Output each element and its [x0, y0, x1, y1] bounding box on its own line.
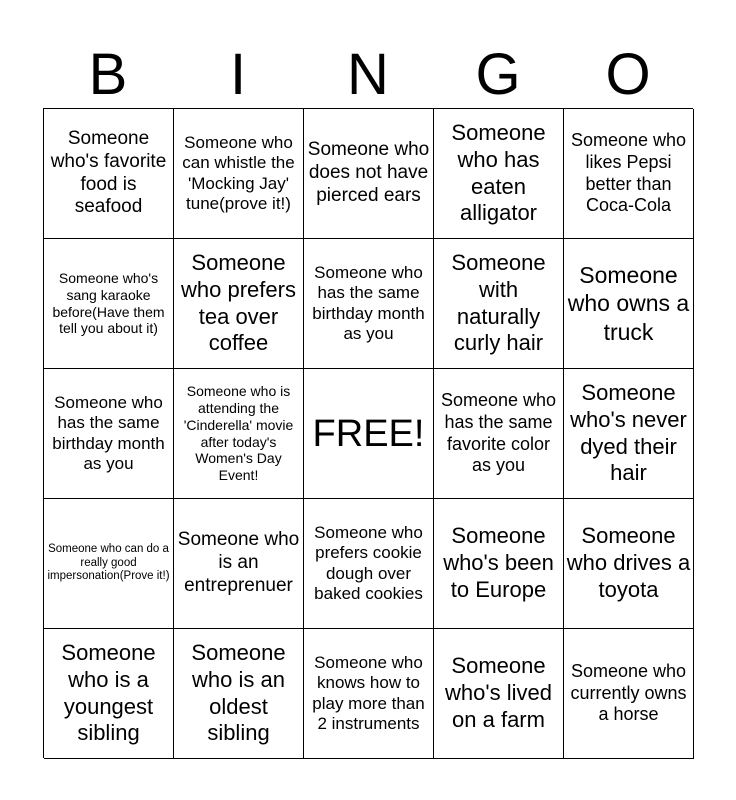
free-cell[interactable]	[304, 369, 434, 499]
bingo-cell[interactable]	[434, 499, 564, 629]
bingo-cell[interactable]	[564, 239, 694, 369]
bingo-cell[interactable]	[174, 629, 304, 759]
cell-text: Someone who has the same favorite color as you	[440, 390, 557, 476]
header-letter-o: O	[605, 42, 651, 107]
bingo-cell[interactable]	[434, 239, 564, 369]
free-label: FREE!	[312, 412, 425, 455]
bingo-cell[interactable]	[174, 369, 304, 499]
bingo-cell[interactable]	[44, 239, 174, 369]
bingo-cell[interactable]	[44, 629, 174, 759]
bingo-cell[interactable]	[304, 629, 434, 759]
bingo-cell[interactable]	[434, 109, 564, 239]
cell-text: Someone with naturally curly hair	[451, 249, 546, 356]
cell-text: Someone who's lived on a farm	[445, 653, 552, 732]
cell-text: Someone who can whistle the 'Mocking Jay' tune(prove it!)	[182, 132, 295, 213]
bingo-cell[interactable]	[304, 499, 434, 629]
bingo-cell[interactable]	[564, 499, 694, 629]
cell-text: Someone who has eaten alligator	[451, 119, 546, 226]
cell-text: Someone who is a youngest sibling	[61, 639, 156, 746]
bingo-cell[interactable]	[44, 499, 174, 629]
cell-text: Someone who does not have pierced ears	[307, 139, 430, 206]
bingo-cell[interactable]	[174, 109, 304, 239]
cell-text: Someone who owns a truck	[567, 262, 690, 345]
bingo-cell[interactable]	[564, 109, 694, 239]
bingo-cell[interactable]	[304, 239, 434, 369]
bingo-cell[interactable]	[564, 369, 694, 499]
bingo-cell[interactable]	[44, 109, 174, 239]
cell-text: Someone who knows how to play more than 2 instruments	[312, 652, 425, 733]
cell-text: Someone who prefers tea over coffee	[181, 249, 296, 356]
bingo-cell[interactable]	[434, 369, 564, 499]
cell-text: Someone who's never dyed their hair	[570, 379, 687, 486]
header-letter-n: N	[347, 42, 389, 107]
cell-text: Someone who drives a toyota	[566, 523, 691, 602]
cell-text: Someone who's been to Europe	[443, 523, 554, 602]
cell-text: Someone who currently owns a horse	[570, 661, 687, 725]
cell-text: Someone who is an entreprenuer	[177, 529, 300, 596]
cell-text: Someone who is an oldest sibling	[191, 639, 286, 746]
cell-text: Someone who's favorite food is seafood	[50, 127, 167, 218]
bingo-cell[interactable]	[174, 499, 304, 629]
cell-text: Someone who's sang karaoke before(Have them tell you about it)	[52, 269, 165, 337]
cell-text: Someone who is attending the 'Cinderella' movie after today's Women's Day Event!	[183, 383, 294, 484]
bingo-cell[interactable]	[174, 239, 304, 369]
bingo-board	[43, 108, 693, 758]
header-letter-b: B	[88, 42, 128, 107]
header-letter-g: G	[475, 42, 521, 107]
cell-text: Someone who prefers cookie dough over baked cookies	[314, 522, 423, 603]
bingo-header	[43, 42, 693, 108]
cell-text: Someone who can do a really good impersonation(Prove it!)	[47, 542, 170, 583]
bingo-cell[interactable]	[434, 629, 564, 759]
cell-text: Someone who likes Pepsi better than Coca-Cola	[570, 130, 687, 216]
cell-text: Someone who has the same birthday month as you	[52, 392, 165, 473]
cell-text: Someone who has the same birthday month as you	[312, 262, 425, 343]
header-letter-i: I	[229, 42, 247, 107]
bingo-cell[interactable]	[564, 629, 694, 759]
bingo-cell[interactable]	[304, 109, 434, 239]
bingo-cell[interactable]	[44, 369, 174, 499]
